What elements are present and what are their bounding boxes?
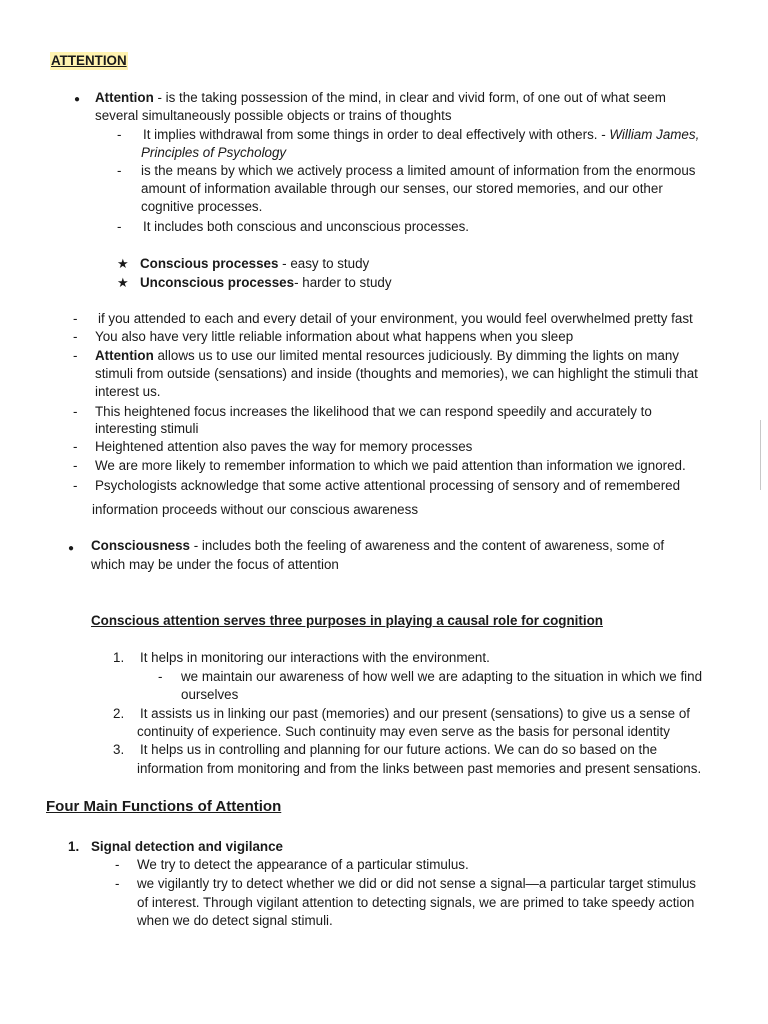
dash-icon: -: [73, 458, 78, 473]
function-1-title: Signal detection and vigilance: [91, 839, 283, 854]
star-item-unconscious: [140, 274, 392, 292]
purposes-heading: Conscious attention serves three purposes in playing a causal role for cognition: [91, 613, 603, 628]
purpose-3-line2: information from monitoring and from the links between past memories and present sensations.: [137, 761, 702, 776]
dash-icon: -: [117, 163, 122, 178]
sub-item-2-line2: amount of information available through our senses, our stored memories, and our other: [141, 181, 663, 196]
purpose-3-line1: It helps us in controlling and planning for our future actions. We can do so based on the: [140, 742, 658, 757]
citation-author: William James,: [609, 127, 700, 142]
dash-icon: -: [73, 478, 78, 493]
sub-item-1: [143, 126, 699, 144]
dash-icon: -: [117, 219, 122, 234]
dash-item-3-term: Attention: [95, 348, 154, 363]
dash-icon: -: [115, 857, 120, 872]
sub-item-2-line3: cognitive processes.: [141, 199, 263, 214]
star-item-conscious: [140, 255, 369, 273]
page-title: ATTENTION: [51, 53, 127, 68]
purpose-1-text: It helps in monitoring our interactions with the environment.: [140, 650, 490, 665]
attention-def-line2: several simultaneously possible objects or trains of thoughts: [95, 108, 452, 123]
star-icon: ★: [117, 256, 129, 271]
function-1-num: 1.: [68, 839, 80, 854]
dash-icon: -: [73, 329, 78, 344]
page-edge-divider: [760, 420, 761, 490]
sub-item-2-line1: is the means by which we actively process a limited amount of information from the enormous: [141, 163, 696, 178]
consciousness-term: Consciousness: [91, 538, 190, 553]
dash-icon: -: [115, 876, 120, 891]
consciousness-line2: which may be under the focus of attention: [91, 557, 339, 572]
purpose-2-line2: continuity of experience. Such continuity may even serve as the basis for personal identity: [137, 724, 670, 739]
functions-heading: Four Main Functions of Attention: [46, 798, 282, 815]
conscious-rest: - easy to study: [278, 256, 370, 271]
dash-icon: -: [73, 439, 78, 454]
consciousness-text: - includes both the feeling of awareness and the content of awareness, some of: [189, 538, 665, 553]
citation-book-text: Principles of Psychology: [141, 145, 287, 160]
function-1-sub2-line3: when we do detect signal stimuli.: [137, 913, 333, 928]
star-icon: ★: [117, 275, 129, 290]
unconscious-term: Unconscious processes: [140, 275, 295, 290]
dash-item-1: if you attended to each and every detail of your environment, you would feel overwhelmed pretty fast: [98, 311, 693, 326]
consciousness-line1: [91, 537, 664, 555]
function-1-sub1: We try to detect the appearance of a particular stimulus.: [137, 857, 469, 872]
dash-item-7-line1: Psychologists acknowledge that some active attentional processing of sensory and of remembered: [95, 478, 681, 493]
attention-definition: [95, 89, 666, 107]
attention-def-line1: - is the taking possession of the mind, in clear and vivid form, of one out of what seem: [153, 90, 666, 105]
dash-item-4-line1: This heightened focus increases the likelihood that we can respond speedily and accurately to: [95, 404, 652, 419]
bullet-icon: ●: [68, 543, 75, 554]
dash-icon: -: [73, 404, 78, 419]
purpose-3-num: 3.: [113, 742, 125, 757]
dash-icon: -: [158, 669, 163, 684]
dash-item-3-text: allows us to use our limited mental resources judiciously. By dimming the lights on many: [153, 348, 679, 363]
dash-icon: -: [73, 311, 78, 326]
dash-item-5: Heightened attention also paves the way for memory processes: [95, 439, 473, 454]
dash-item-3-line3: interest us.: [95, 384, 161, 399]
bullet-icon: ●: [74, 94, 81, 105]
dash-item-7-line2: information proceeds without our conscious awareness: [92, 502, 419, 517]
dash-item-2: You also have very little reliable information about what happens when you sleep: [95, 329, 574, 344]
function-1-sub2-line2: of interest. Through vigilant attention to detecting signals, we are primed to take speedy action: [137, 895, 695, 910]
dash-icon: -: [73, 348, 78, 363]
conscious-term: Conscious processes: [140, 256, 279, 271]
unconscious-rest: - harder to study: [294, 275, 392, 290]
dash-item-6: We are more likely to remember information to which we paid attention than information we ignored.: [95, 458, 686, 473]
attention-term: Attention: [95, 90, 154, 105]
dash-icon: -: [117, 127, 122, 142]
purpose-2-line1: It assists us in linking our past (memories) and our present (sensations) to give us a sense of: [140, 706, 691, 721]
dash-item-3-line1: [95, 347, 679, 365]
purpose-1-sub-line2: ourselves: [181, 687, 239, 702]
function-1-sub2-line1: we vigilantly try to detect whether we did or did not sense a signal—a particular target stimulus: [137, 876, 696, 891]
dash-item-3-line2: stimuli from outside (sensations) and inside (thoughts and memories), we can highlight the stimuli that: [95, 366, 698, 381]
purpose-1-num: 1.: [113, 650, 125, 665]
dash-item-4-line2: interesting stimuli: [95, 421, 199, 436]
citation-book: [141, 144, 286, 162]
purpose-1-sub-line1: we maintain our awareness of how well we are adapting to the situation in which we find: [181, 669, 703, 684]
sub-item-1-text: It implies withdrawal from some things in order to deal effectively with others. -: [143, 127, 610, 142]
purpose-2-num: 2.: [113, 706, 125, 721]
sub-item-3: It includes both conscious and unconscious processes.: [143, 219, 470, 234]
